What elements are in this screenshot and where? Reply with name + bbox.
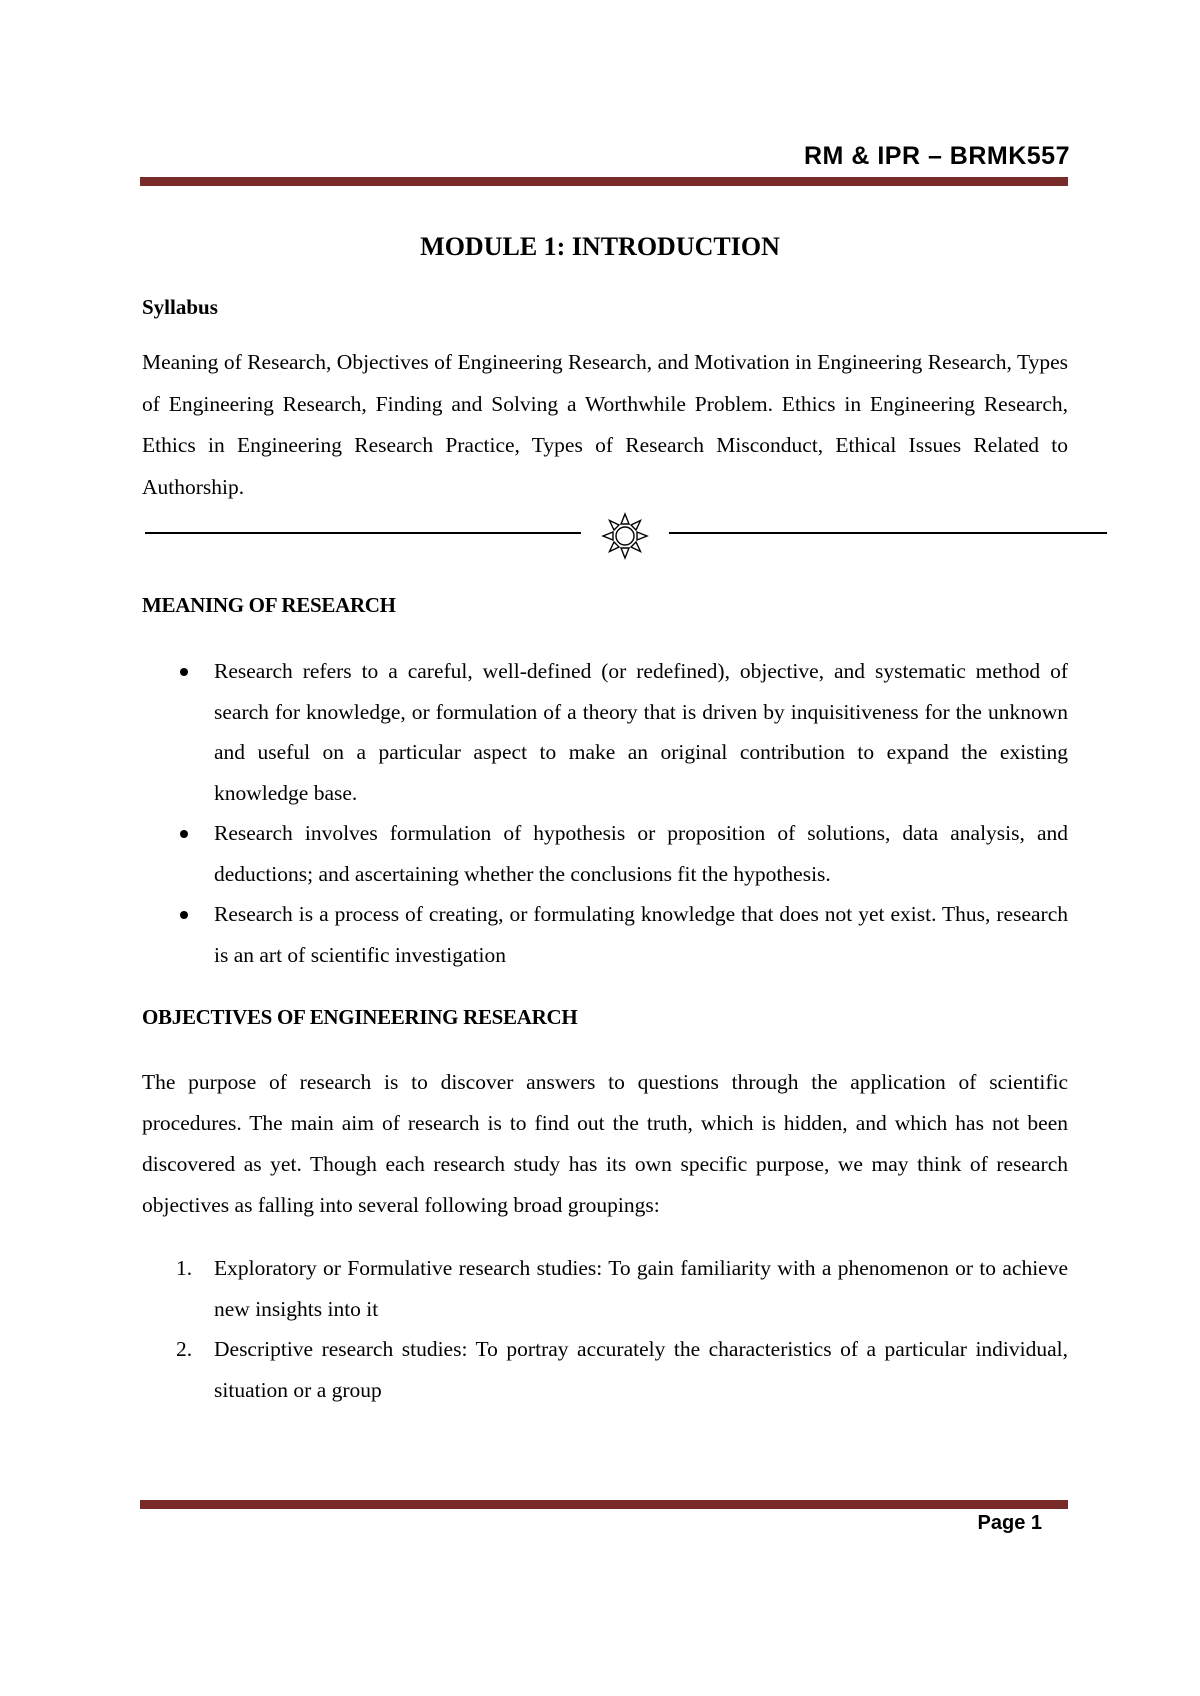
header-rule	[140, 177, 1068, 186]
meaning-bullet-list	[142, 651, 1068, 975]
list-item-text: Exploratory or Formulative research studies: To gain familiarity with a phenomenon or to achieve new insights into it	[214, 1256, 1068, 1321]
syllabus-heading: Syllabus	[142, 295, 218, 319]
syllabus-text: Meaning of Research, Objectives of Engineering Research, and Motivation in Engineering Research, Types of Engineering Research, Finding and Solving a Worthwhile Problem. Ethics in Engineering Research, Ethics in Engineering Research Practice, Types of Research Misconduct, Ethical Issues Related to Authorship.	[142, 350, 1068, 499]
list-item-text: Research refers to a careful, well-defined (or redefined), objective, and systematic method of search for knowledge, or formulation of a theory that is driven by inquisitiveness for the unknown and useful on a particular aspect to make an original contribution to expand the existing knowledge base.	[214, 659, 1068, 805]
list-item	[142, 1329, 1068, 1410]
footer-rule	[140, 1500, 1068, 1509]
section-divider	[145, 512, 1107, 568]
objectives-paragraph: The purpose of research is to discover answers to questions through the application of scientific procedures. The main aim of research is to find out the truth, which is hidden, and which has not been discovered as yet. Though each research study has its own specific purpose, we may think of research objectives as falling into several following broad groupings:	[142, 1070, 1068, 1217]
page-number: Page 1	[977, 1512, 1042, 1534]
bullet-icon	[180, 911, 188, 919]
objectives-numbered-list	[142, 1248, 1068, 1410]
list-item-text: Research is a process of creating, or formulating knowledge that does not yet exist. Thus, research is an art of scientific investigation	[214, 902, 1068, 967]
bullet-icon	[180, 668, 188, 676]
meaning-heading: MEANING OF RESEARCH	[142, 593, 396, 617]
objectives-heading: OBJECTIVES OF ENGINEERING RESEARCH	[142, 1005, 578, 1029]
list-item	[142, 1248, 1068, 1329]
bullet-icon	[180, 830, 188, 838]
list-item-text: Research involves formulation of hypothesis or proposition of solutions, data analysis, and deductions; and ascertaining whether the conclusions fit the hypothesis.	[214, 821, 1068, 886]
list-item-number: 1.	[176, 1256, 193, 1280]
list-item	[142, 813, 1068, 894]
sun-ornament-icon	[603, 514, 647, 558]
module-title: MODULE 1: INTRODUCTION	[420, 232, 780, 261]
list-item-text: Descriptive research studies: To portray accurately the characteristics of a particular individual, situation or a group	[214, 1337, 1068, 1402]
list-item	[142, 894, 1068, 975]
header-course-code: RM & IPR – BRMK557	[804, 142, 1070, 170]
list-item-number: 2.	[176, 1337, 193, 1361]
list-item	[142, 651, 1068, 813]
